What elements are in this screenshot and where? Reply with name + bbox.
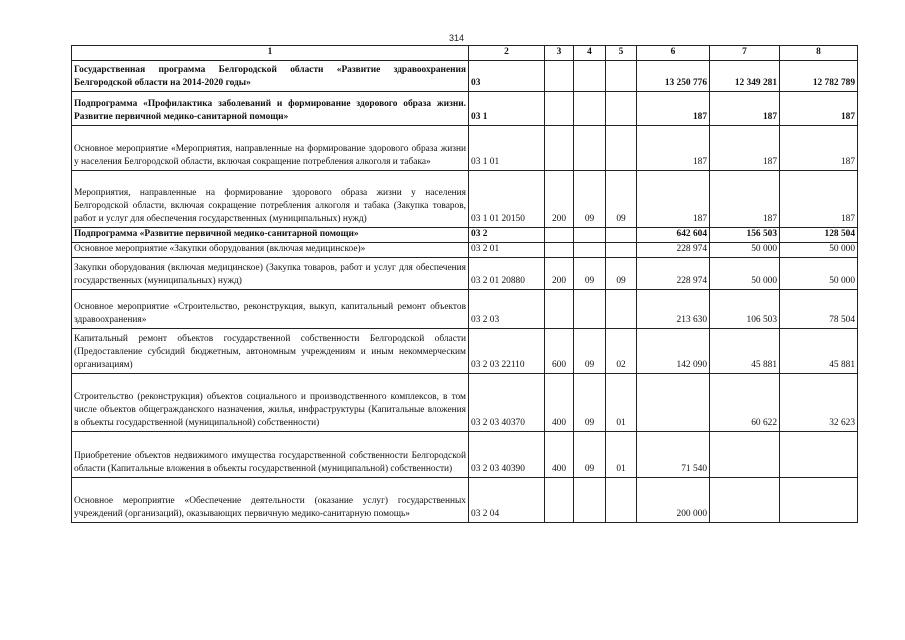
row-code-cell: 03 1 01 (469, 126, 545, 171)
row-name-cell: Строительство (реконструкция) объектов социального и производственного комплексов, в том числе объектов общегражданского назначения, жилья, инфраструктуры (Капитальные вложения в объекты государственной (муниципальной) собственности) (72, 374, 469, 432)
row-value-col7 (710, 478, 780, 523)
row-cat-cell (545, 92, 574, 126)
budget-table (71, 45, 858, 523)
row-cat-cell (545, 243, 574, 258)
row-name-cell: Приобретение объектов недвижимого имущества государственной собственности Белгородской области (Капитальные вложения в объекты государственной (муниципальной) собственности) (72, 432, 469, 478)
column-header: 3 (545, 46, 574, 61)
row-subsection-cell: 01 (606, 432, 637, 478)
row-subsection-cell (606, 126, 637, 171)
table-row (72, 243, 858, 258)
row-cat-cell (545, 478, 574, 523)
row-value-col8: 12 782 789 (780, 61, 858, 92)
row-section-cell (574, 92, 606, 126)
row-code-cell: 03 2 01 20880 (469, 258, 545, 290)
row-section-cell: 09 (574, 432, 606, 478)
row-code-cell: 03 2 03 22110 (469, 329, 545, 374)
row-value-col6: 187 (637, 171, 710, 228)
column-header: 2 (469, 46, 545, 61)
row-value-col8: 45 881 (780, 329, 858, 374)
row-cat-cell: 400 (545, 374, 574, 432)
row-code-cell: 03 1 01 20150 (469, 171, 545, 228)
row-value-col7: 12 349 281 (710, 61, 780, 92)
row-cat-cell: 600 (545, 329, 574, 374)
row-value-col6: 187 (637, 92, 710, 126)
row-section-cell: 09 (574, 329, 606, 374)
row-subsection-cell (606, 243, 637, 258)
row-subsection-cell (606, 92, 637, 126)
row-subsection-cell: 09 (606, 171, 637, 228)
table-row (72, 126, 858, 171)
row-value-col8: 78 504 (780, 290, 858, 329)
row-value-col7: 45 881 (710, 329, 780, 374)
row-value-col7: 187 (710, 126, 780, 171)
row-section-cell (574, 228, 606, 243)
row-value-col7: 187 (710, 92, 780, 126)
table-row (72, 478, 858, 523)
row-code-cell: 03 2 03 40370 (469, 374, 545, 432)
row-cat-cell (545, 61, 574, 92)
row-value-col6: 71 540 (637, 432, 710, 478)
row-code-cell: 03 2 03 (469, 290, 545, 329)
row-value-col7: 156 503 (710, 228, 780, 243)
row-name-cell: Основное мероприятие «Строительство, реконструкция, выкуп, капитальный ремонт объектов здравоохранения» (72, 290, 469, 329)
row-subsection-cell (606, 478, 637, 523)
row-name-cell: Подпрограмма «Развитие первичной медико-санитарной помощи» (72, 228, 469, 243)
table-row (72, 290, 858, 329)
table-row (72, 92, 858, 126)
row-code-cell: 03 (469, 61, 545, 92)
row-section-cell (574, 478, 606, 523)
row-section-cell (574, 61, 606, 92)
row-code-cell: 03 1 (469, 92, 545, 126)
row-value-col6: 213 630 (637, 290, 710, 329)
row-subsection-cell (606, 228, 637, 243)
row-subsection-cell (606, 290, 637, 329)
header-row (72, 46, 858, 61)
row-value-col8: 187 (780, 171, 858, 228)
table-row (72, 432, 858, 478)
row-code-cell: 03 2 04 (469, 478, 545, 523)
column-header: 5 (606, 46, 637, 61)
column-header: 6 (637, 46, 710, 61)
row-value-col8 (780, 432, 858, 478)
row-value-col6: 642 604 (637, 228, 710, 243)
row-value-col6: 228 974 (637, 258, 710, 290)
row-value-col6: 187 (637, 126, 710, 171)
row-value-col6: 200 000 (637, 478, 710, 523)
row-value-col8: 32 623 (780, 374, 858, 432)
row-subsection-cell: 09 (606, 258, 637, 290)
row-value-col7: 106 503 (710, 290, 780, 329)
column-header: 7 (710, 46, 780, 61)
row-value-col7 (710, 432, 780, 478)
row-name-cell: Государственная программа Белгородской области «Развитие здравоохранения Белгородской области на 2014-2020 годы» (72, 61, 469, 92)
row-name-cell: Мероприятия, направленные на формирование здорового образа жизни у населения Белгородской области, включая сокращение потребления алкоголя и табака (Закупка товаров, работ и услуг для обеспечения государственных (муниципальных) нужд) (72, 171, 469, 228)
row-value-col6 (637, 374, 710, 432)
row-name-cell: Капитальный ремонт объектов государственной собственности Белгородской области (Предоставление субсидий бюджетным, автономным учреждениям и иным некоммерческим организациям) (72, 329, 469, 374)
row-name-cell: Подпрограмма «Профилактика заболеваний и формирование здорового образа жизни. Развитие первичной медико-санитарной помощи» (72, 92, 469, 126)
row-value-col7: 50 000 (710, 258, 780, 290)
row-cat-cell (545, 228, 574, 243)
row-value-col8 (780, 478, 858, 523)
row-name-cell: Закупки оборудования (включая медицинское) (Закупка товаров, работ и услуг для обеспечения государственных (муниципальных) нужд) (72, 258, 469, 290)
row-section-cell (574, 290, 606, 329)
row-section-cell: 09 (574, 171, 606, 228)
table-row (72, 329, 858, 374)
row-value-col6: 142 090 (637, 329, 710, 374)
row-value-col7: 187 (710, 171, 780, 228)
row-name-cell: Основное мероприятие «Закупки оборудования (включая медицинское)» (72, 243, 469, 258)
row-code-cell: 03 2 03 40390 (469, 432, 545, 478)
row-value-col8: 50 000 (780, 243, 858, 258)
row-code-cell: 03 2 (469, 228, 545, 243)
row-cat-cell: 200 (545, 171, 574, 228)
row-subsection-cell (606, 61, 637, 92)
table-row (72, 258, 858, 290)
row-section-cell: 09 (574, 374, 606, 432)
row-subsection-cell: 01 (606, 374, 637, 432)
column-header: 4 (574, 46, 606, 61)
row-section-cell (574, 243, 606, 258)
column-header: 1 (72, 46, 469, 61)
row-name-cell: Основное мероприятие «Обеспечение деятельности (оказание услуг) государственных учреждений (организаций), оказывающих первичную медико-санитарную помощь» (72, 478, 469, 523)
table-row (72, 171, 858, 228)
row-value-col7: 60 622 (710, 374, 780, 432)
row-name-cell: Основное мероприятие «Мероприятия, направленные на формирование здорового образа жизни у населения Белгородской области, включая сокращение потребления алкоголя и табака» (72, 126, 469, 171)
row-value-col8: 187 (780, 126, 858, 171)
row-value-col8: 187 (780, 92, 858, 126)
row-cat-cell (545, 126, 574, 171)
row-subsection-cell: 02 (606, 329, 637, 374)
row-cat-cell: 200 (545, 258, 574, 290)
row-cat-cell: 400 (545, 432, 574, 478)
row-value-col7: 50 000 (710, 243, 780, 258)
row-value-col6: 228 974 (637, 243, 710, 258)
row-section-cell (574, 126, 606, 171)
row-value-col8: 50 000 (780, 258, 858, 290)
table-row (72, 61, 858, 92)
table-row (72, 228, 858, 243)
column-header: 8 (780, 46, 858, 61)
row-value-col6: 13 250 776 (637, 61, 710, 92)
row-cat-cell (545, 290, 574, 329)
row-code-cell: 03 2 01 (469, 243, 545, 258)
page-number: 314 (449, 33, 465, 43)
row-value-col8: 128 504 (780, 228, 858, 243)
row-section-cell: 09 (574, 258, 606, 290)
table-row (72, 374, 858, 432)
